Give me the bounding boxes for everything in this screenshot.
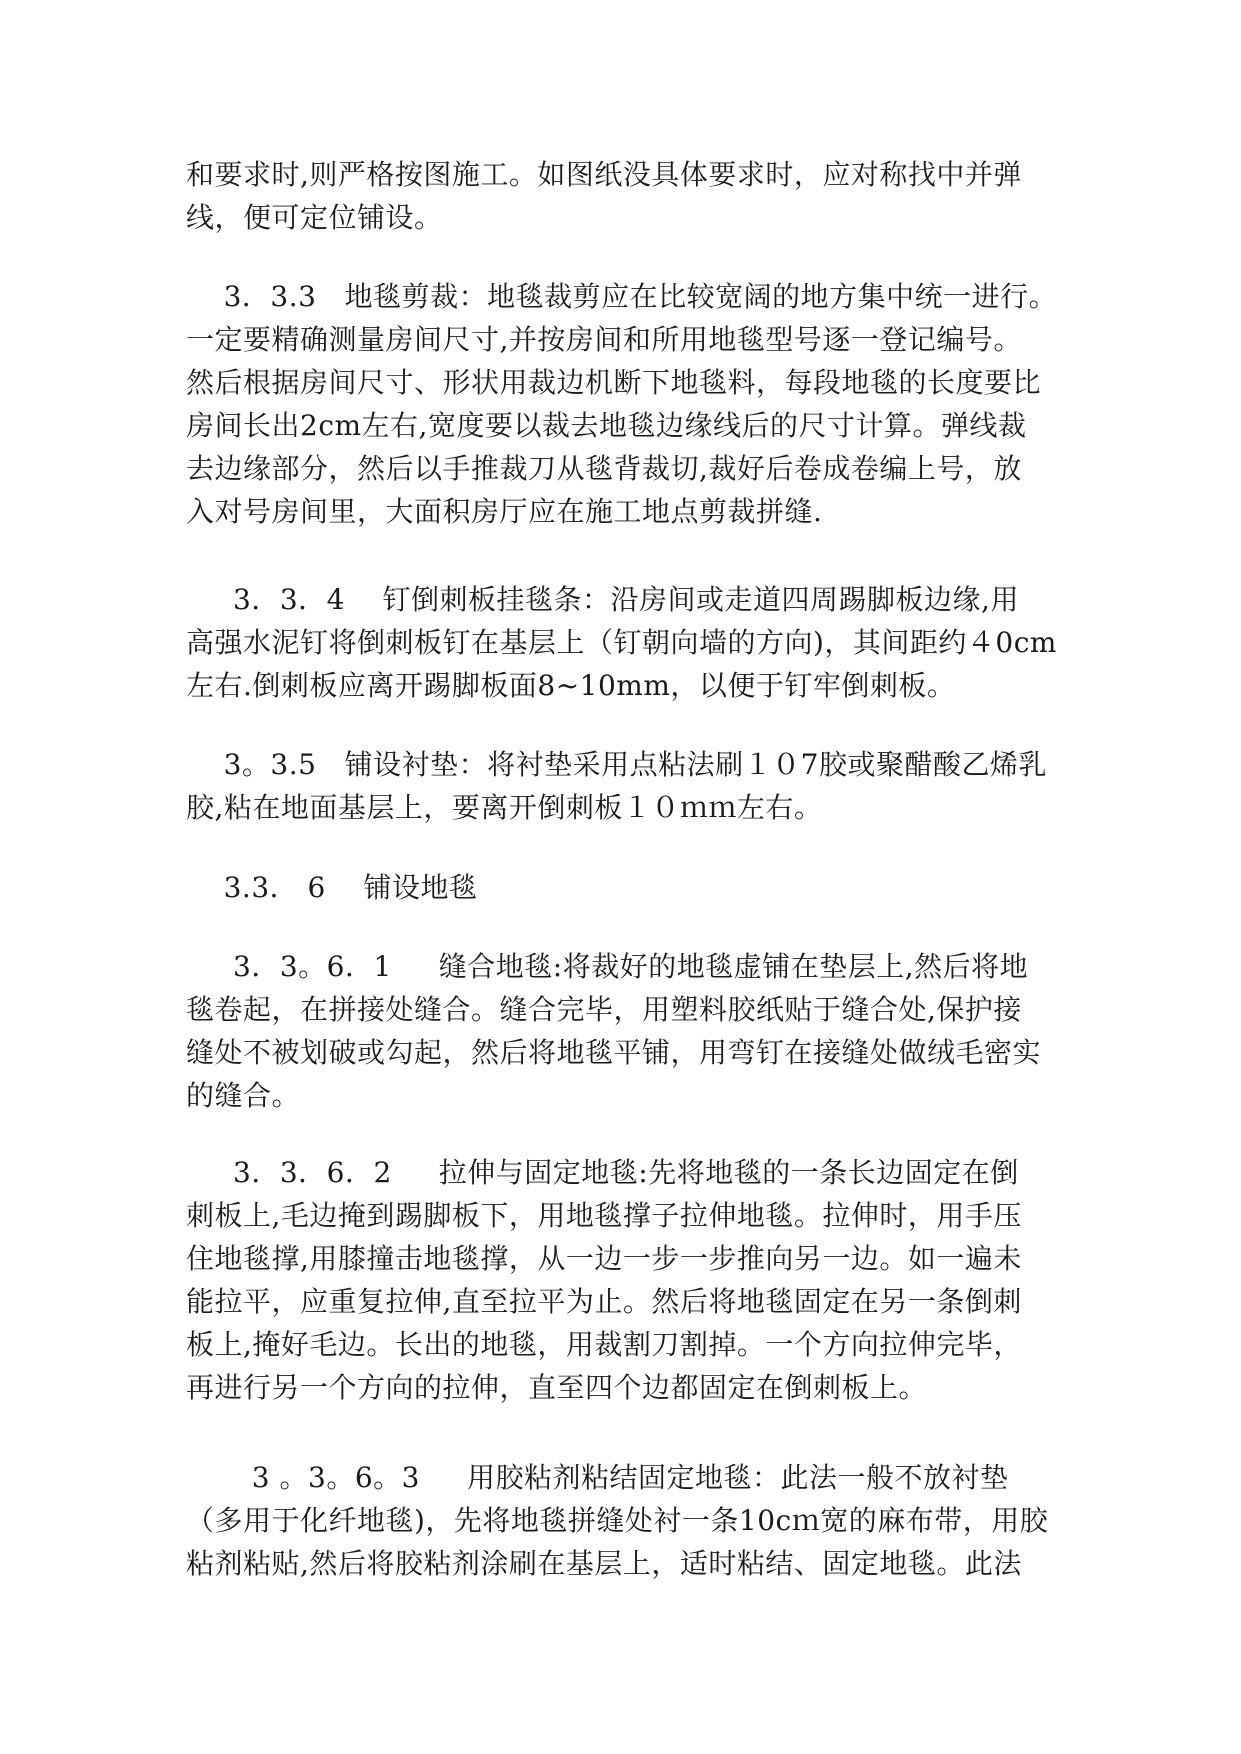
text-line: 刺板上,毛边掩到踢脚板下，用地毯撑子拉伸地毯。拉伸时，用手压 [186,1199,1022,1232]
paragraph-3-3-4 [186,578,1066,707]
text-line: 一定要精确测量房间尺寸,并按房间和所用地毯型号逐一登记编号。 [186,323,1022,356]
text-line: 毯卷起，在拼接处缝合。缝合完毕，用塑料胶纸贴于缝合处,保护接 [186,993,1022,1026]
text-line: 高强水泥钉将倒刺板钉在基层上（钉朝向墙的方向)，其间距约４0cm [186,626,1057,659]
text-line: 3．3．4 钉倒刺板挂毯条：沿房间或走道四周踢脚板边缘,用 [186,583,1019,616]
text-line: 线，便可定位铺设。 [186,201,443,234]
text-line: 3．3．6．2 拉伸与固定地毯:先将地毯的一条长边固定在倒 [186,1156,1019,1189]
text-line: 去边缘部分，然后以手推裁刀从毯背裁切,裁好后卷成卷编上号，放 [186,452,1022,485]
paragraph-3-3-6-1 [186,945,1066,1117]
heading-3-3-6 [186,866,1066,909]
text-line: 然后根据房间尺寸、形状用裁边机断下地毯料，每段地毯的长度要比 [186,366,1042,399]
text-line: 能拉平，应重复拉伸,直至拉平为止。然后将地毯固定在另一条倒刺 [186,1285,1022,1318]
text-line: 粘剂粘贴,然后将胶粘剂涂刷在基层上，适时粘结、固定地毯。此法 [186,1547,1022,1580]
paragraph-3-3-5 [186,743,1066,829]
paragraph-3-3-6-3 [186,1456,1066,1585]
text-line: 3．3.3 地毯剪裁：地毯裁剪应在比较宽阔的地方集中统一进行。 [186,280,1058,313]
text-line: 缝处不被划破或勾起，然后将地毯平铺，用弯钉在接缝处做绒毛密实 [186,1036,1042,1069]
text-line: 房间长出2cm左右,宽度要以裁去地毯边缘线后的尺寸计算。弹线裁 [186,409,1027,442]
paragraph-3-3-3 [186,275,1066,533]
paragraph-continuation [186,153,1066,239]
text-line: 再进行另一个方向的拉伸，直至四个边都固定在倒刺板上。 [186,1371,928,1404]
text-line: 胶,粘在地面基层上，要离开倒刺板１０ｍｍ左右。 [186,791,823,824]
text-line: 3．3。6．1 缝合地毯:将裁好的地毯虚铺在垫层上,然后将地 [186,950,1029,983]
text-line: 3 。3。6。3 用胶粘剂粘结固定地毯：此法一般不放衬垫 [186,1461,1009,1494]
text-line: 板上,掩好毛边。长出的地毯，用裁割刀割掉。一个方向拉伸完毕， [186,1328,1022,1361]
text-line: 的缝合。 [186,1079,301,1112]
text-line: 住地毯撑,用膝撞击地毯撑，从一边一步一步推向另一边。如一遍未 [186,1242,1022,1275]
text-line: 左右.倒刺板应离开踢脚板面8~10mm，以便于钉牢倒刺板。 [186,669,956,702]
paragraph-3-3-6-2 [186,1151,1066,1409]
section-heading: 3.3． 6 铺设地毯 [186,871,478,904]
text-line: 入对号房间里，大面积房厅应在施工地点剪裁拼缝. [186,495,823,528]
text-line: （多用于化纤地毯)，先将地毯拼缝处衬一条10cｍ宽的麻布带，用胶 [186,1504,1049,1537]
text-line: 和要求时,则严格按图施工。如图纸没具体要求时，应对称找中并弹 [186,158,1022,191]
text-line: 3。3.5 铺设衬垫：将衬垫采用点粘法刷１０7胶或聚醋酸乙烯乳 [186,748,1047,781]
